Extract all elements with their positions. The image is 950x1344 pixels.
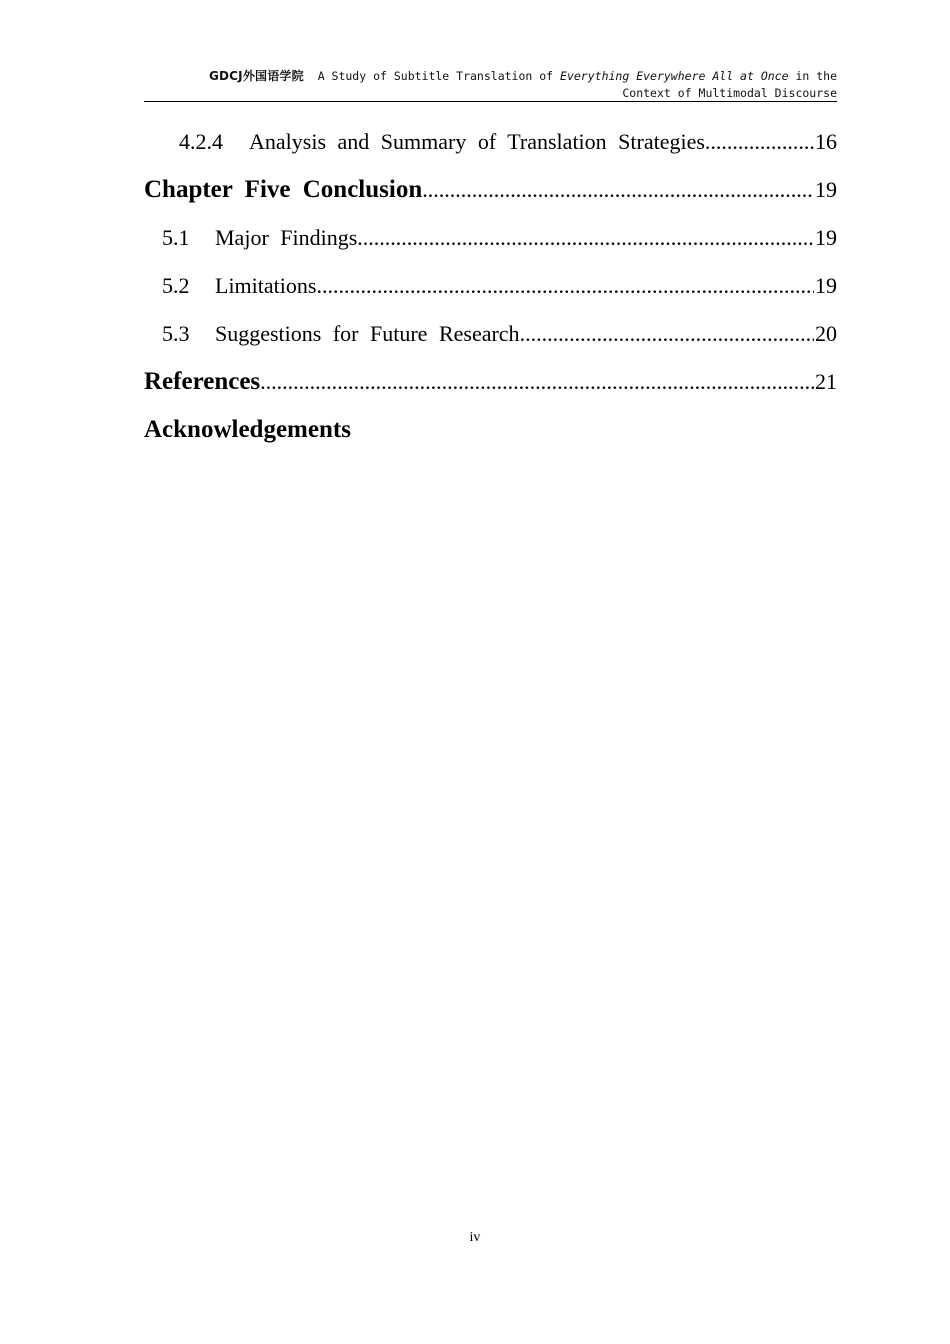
toc-entry-5-1[interactable] bbox=[144, 214, 837, 262]
page-number: iv bbox=[469, 1230, 481, 1245]
toc-entry-chapter-five[interactable] bbox=[144, 166, 837, 214]
header-title-suffix: in the bbox=[795, 69, 837, 83]
toc-entry-title: Limitations bbox=[215, 273, 317, 298]
running-header bbox=[144, 68, 837, 102]
toc-dot-leader bbox=[520, 310, 814, 358]
toc-entry-page: 19 bbox=[815, 177, 837, 202]
toc-entry-5-2[interactable] bbox=[144, 262, 837, 310]
toc-entry-page: 16 bbox=[815, 129, 837, 154]
table-of-contents bbox=[144, 118, 837, 454]
running-header-line-1 bbox=[144, 68, 837, 85]
toc-dot-leader bbox=[316, 262, 814, 310]
toc-entry-number: 5.2 bbox=[162, 273, 190, 298]
toc-entry-5-3[interactable] bbox=[144, 310, 837, 358]
toc-entry-page: 19 bbox=[815, 225, 837, 250]
toc-entry-4-2-4[interactable] bbox=[144, 118, 837, 166]
toc-entry-acknowledgements[interactable] bbox=[144, 406, 837, 454]
toc-entry-number: 5.1 bbox=[162, 225, 190, 250]
toc-entry-references[interactable] bbox=[144, 358, 837, 406]
toc-entry-title: Acknowledgements bbox=[144, 416, 351, 443]
toc-entry-number: 5.3 bbox=[162, 321, 190, 346]
toc-entry-title: Analysis and Summary of Translation Strategies bbox=[249, 129, 705, 154]
toc-entry-title: Suggestions for Future Research bbox=[215, 321, 520, 346]
toc-entry-title: Major Findings bbox=[215, 225, 358, 250]
toc-dot-leader bbox=[357, 214, 814, 262]
header-film-title: Everything Everywhere All at Once bbox=[560, 69, 789, 83]
toc-entry-title: References bbox=[144, 368, 261, 395]
toc-dot-leader bbox=[422, 166, 814, 214]
toc-entry-page: 21 bbox=[815, 369, 837, 394]
toc-entry-page: 19 bbox=[815, 273, 837, 298]
institution-name: GDCJ外国语学院 bbox=[208, 69, 304, 83]
toc-dot-leader bbox=[705, 118, 814, 166]
running-header-line-2: Context of Multimodal Discourse bbox=[622, 86, 837, 100]
toc-entry-page: 20 bbox=[815, 321, 837, 346]
header-rule bbox=[144, 101, 837, 102]
toc-entry-title: Chapter Five Conclusion bbox=[144, 176, 423, 203]
header-title-prefix: A Study of Subtitle Translation of bbox=[317, 69, 554, 83]
toc-dot-leader bbox=[260, 358, 814, 406]
toc-entry-number: 4.2.4 bbox=[179, 129, 223, 154]
